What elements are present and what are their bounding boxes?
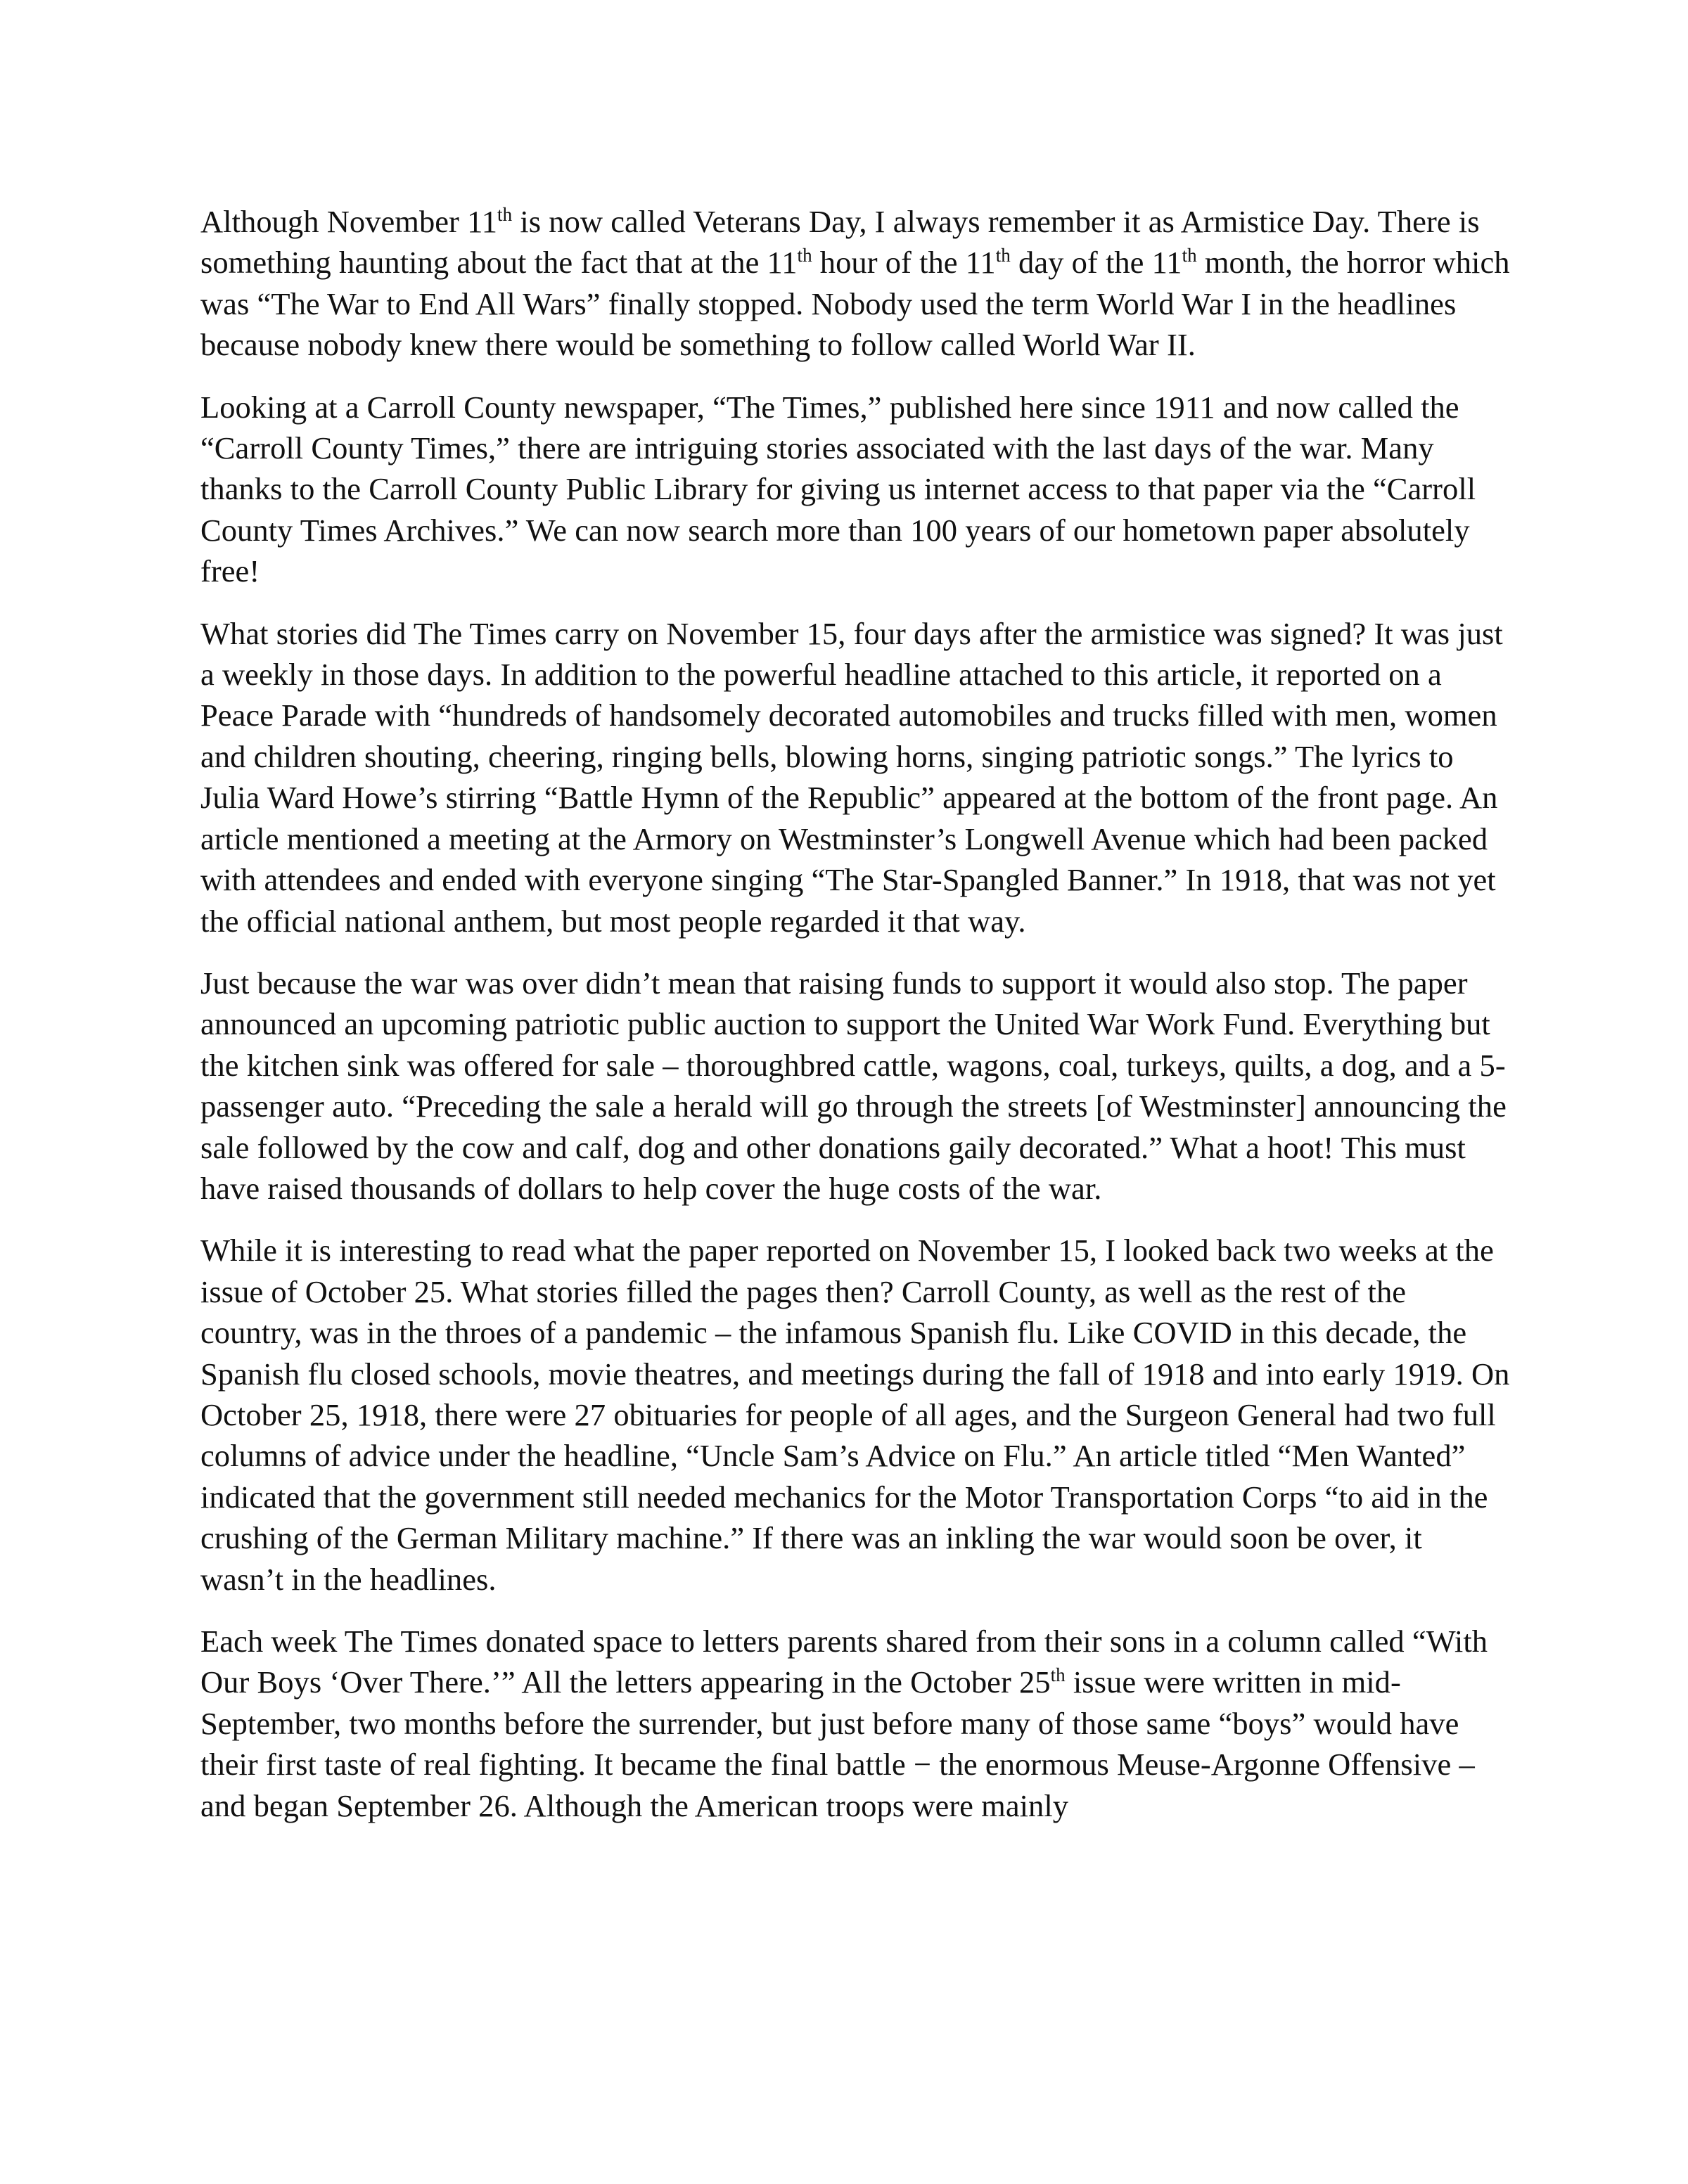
paragraph [200, 1230, 1510, 1600]
paragraph [200, 613, 1510, 942]
ordinal-superscript: th [995, 245, 1011, 266]
ordinal-superscript: th [1050, 1664, 1066, 1686]
paragraph-text: While it is interesting to read what the paper reported on November 15, I looked back two weeks at the issue of October 25. What stories filled the pages then? Carroll County, as well as the rest of the country, was in the throes of a pandemic – the infamous Spanish flu. Like COVID in this decade, the Spanish flu closed schools, movie theatres, and meetings during the fall of 1918 and into early 1919. On October 25, 1918, there were 27 obituaries for people of all ages, and the Surgeon General had two full columns of advice under the headline, “Uncle Sam’s Advice on Flu.” An article titled “Men Wanted” indicated that the government still needed mechanics for the Motor Transportation Corps “to aid in the crushing of the German Military machine.” If there was an inkling the war would soon be over, it wasn’t in the headlines. [200, 1233, 1510, 1597]
document-page [200, 201, 1510, 1847]
ordinal-superscript: th [1182, 245, 1197, 266]
paragraph-text: Looking at a Carroll County newspaper, “The Times,” published here since 1911 and now called the “Carroll County Times,” there are intriguing stories associated with the last days of the war. Many thanks to the Carroll County Public Library for giving us internet access to that paper via the “Carroll County Times Archives.” We can now search more than 100 years of our hometown paper absolutely free! [200, 389, 1476, 589]
paragraph [200, 1621, 1510, 1826]
ordinal-superscript: th [497, 204, 513, 225]
ordinal-superscript: th [797, 245, 812, 266]
paragraph [200, 963, 1510, 1209]
paragraph-text: Each week The Times donated space to letters parents shared from their sons in a column called “With Our Boys ‘Over There.’” All the letters appearing in the October 25 [200, 1624, 1488, 1700]
paragraph-text: Although November 11 [200, 204, 498, 239]
paragraph-text: month, the horror which was “The War to End All Wars” finally stopped. Nobody used the term World War I in the headlines because nobody knew there would be something to follow called World War II. [200, 245, 1510, 363]
paragraph [200, 201, 1510, 366]
paragraph-text: Just because the war was over didn’t mean that raising funds to support it would also stop. The paper announced an upcoming patriotic public auction to support the United War Work Fund. Everything but the kitchen sink was offered for sale – thoroughbred cattle, wagons, coal, turkeys, quilts, a dog, and a 5-passenger auto. “Preceding the sale a herald will go through the streets [of Westminster] announcing the sale followed by the cow and calf, dog and other donations gaily decorated.” What a hoot! This must have raised thousands of dollars to help cover the huge costs of the war. [200, 965, 1507, 1206]
paragraph [200, 387, 1510, 592]
paragraph-text: is now called Veterans Day, I always remember it as Armistice Day. There is something haunting about the fact that at the 11 [200, 204, 1480, 281]
paragraph-text: What stories did The Times carry on November 15, four days after the armistice was signed? It was just a weekly in those days. In addition to the powerful headline attached to this article, it reported on a Peace Parade with “hundreds of handsomely decorated automobiles and trucks filled with men, women and children shouting, cheering, ringing bells, blowing horns, singing patriotic songs.” The lyrics to Julia Ward Howe’s stirring “Battle Hymn of the Republic” appeared at the bottom of the front page. An article mentioned a meeting at the Armory on Westminster’s Longwell Avenue which had been packed with attendees and ended with everyone singing “The Star-Spangled Banner.” In 1918, that was not yet the official national anthem, but most people regarded it that way. [200, 615, 1503, 939]
paragraph-text: issue were written in mid-September, two months before the surrender, but just before many of those same “boys” would have their first taste of real fighting. It became the final battle − the enormous Meuse-Argonne Offensive – and began September 26. Although the American troops were mainly [200, 1664, 1475, 1823]
paragraph-text: day of the 11 [1010, 245, 1182, 281]
paragraph-text: hour of the 11 [812, 245, 996, 281]
